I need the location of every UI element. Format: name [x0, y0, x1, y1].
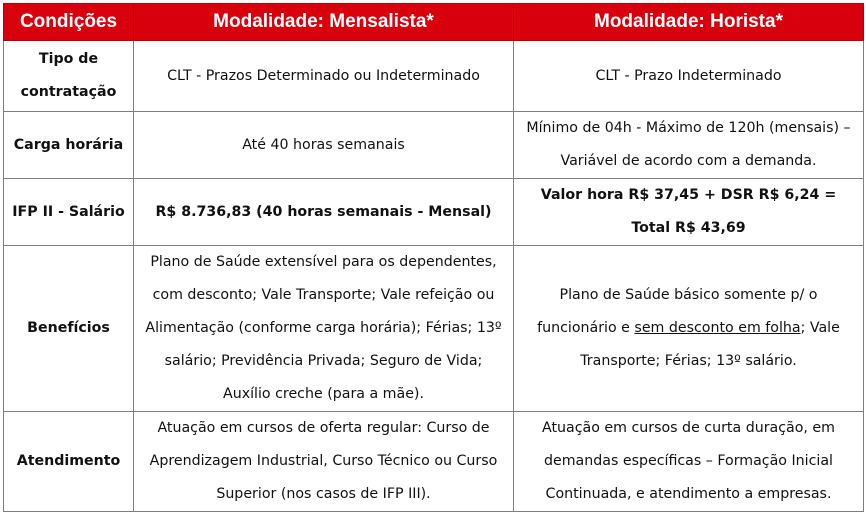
mensalista-cell: R$ 8.736,83 (40 horas semanais - Mensal): [134, 179, 514, 246]
horista-cell: Valor hora R$ 37,45 + DSR R$ 6,24 = Total R$ 43,69: [514, 179, 864, 246]
mensalista-cell: Até 40 horas semanais: [134, 112, 514, 179]
header-horista: Modalidade: Horista*: [514, 4, 864, 41]
mensalista-cell: Plano de Saúde extensível para os dependentes, com desconto; Vale Transporte; Vale refeição ou Alimentação (conforme carga horária); Férias; 13º salário; Previdência Privada; Seguro de Vida; Auxílio creche (para a mãe).: [134, 246, 514, 412]
row-label: Tipo de contratação: [4, 41, 134, 112]
row-label: Carga horária: [4, 112, 134, 179]
underlined-text: sem desconto em folha: [634, 320, 801, 336]
horista-cell: [514, 246, 864, 412]
table-row: [4, 412, 864, 512]
horista-cell: Mínimo de 04h - Máximo de 120h (mensais) – Variável de acordo com a demanda.: [514, 112, 864, 179]
table-row: [4, 179, 864, 246]
horista-cell: CLT - Prazo Indeterminado: [514, 41, 864, 112]
header-row: [4, 4, 864, 41]
conditions-table: [3, 3, 864, 512]
table-row: [4, 41, 864, 112]
row-label: Benefícios: [4, 246, 134, 412]
header-mensalista: Modalidade: Mensalista*: [134, 4, 514, 41]
horista-cell: Atuação em cursos de curta duração, em demandas específicas – Formação Inicial Continuada, e atendimento a empresas.: [514, 412, 864, 512]
row-label: IFP II - Salário: [4, 179, 134, 246]
horista-text-part1: Plano de Saúde básico somente p/ o funcionário e: [537, 287, 818, 336]
mensalista-cell: CLT - Prazos Determinado ou Indeterminado: [134, 41, 514, 112]
table-row: [4, 112, 864, 179]
horista-text-part2: ; Vale Transporte; Férias; 13º salário.: [580, 320, 840, 369]
mensalista-cell: Atuação em cursos de oferta regular: Curso de Aprendizagem Industrial, Curso Técnico ou Curso Superior (nos casos de IFP III).: [134, 412, 514, 512]
table-row: [4, 246, 864, 412]
row-label: Atendimento: [4, 412, 134, 512]
header-condicoes: Condições: [4, 4, 134, 41]
